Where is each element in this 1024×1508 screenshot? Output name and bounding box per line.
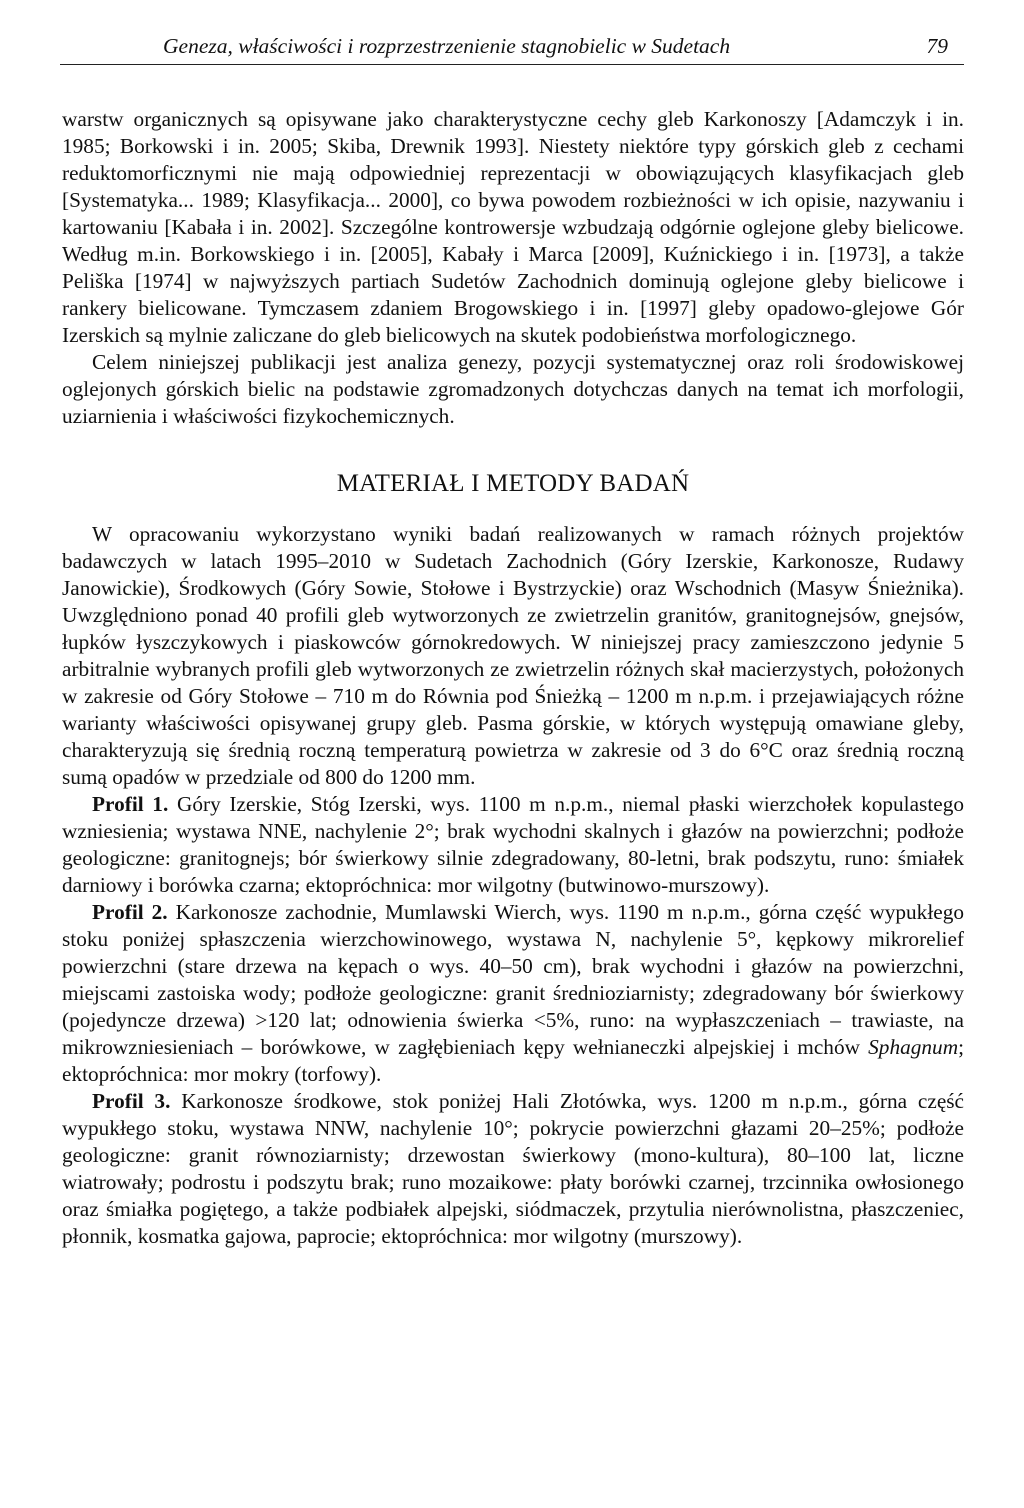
- profile-2-italic-term: Sphagnum: [868, 1035, 959, 1059]
- paragraph-intro-2: Celem niniejszej publikacji jest analiza genezy, pozycji systematycznej oraz roli środowiskowej oglejonych górskich bielic na podstawie zgromadzonych dotychczas danych na temat ich morfologii, uziarnienia i właściwości fizykochemicznych.: [62, 350, 964, 428]
- profile-1-text: Góry Izerskie, Stóg Izerski, wys. 1100 m n.p.m., niemal płaski wierzchołek kopulastego wzniesienia; wystawa NNE, nachylenie 2°; brak wychodni skalnych i głazów na powierzchni; podłoże geologiczne: granitognejs; bór świerkowy silnie zdegradowany, 80-letni, brak podszytu, runo: śmiałek darniowy i borówka czarna; ektopróchnica: mor wilgotny (butwinowo-murszowy).: [62, 792, 964, 897]
- profile-2-label: Profil 2.: [92, 900, 168, 924]
- profile-1-paragraph: [62, 791, 964, 899]
- paragraph-methods: W opracowaniu wykorzystano wyniki badań realizowanych w ramach różnych projektów badawczych w latach 1995–2010 w Sudetach Zachodnich (Góry Izerskie, Karkonosze, Rudawy Janowickie), Środkowych (Góry Sowie, Stołowe i Bystrzyckie) oraz Wschodnich (Masyw Śnieżnika). Uwzględniono ponad 40 profili gleb wytworzonych ze zwietrzelin granitów, granitognejsów, gnejsów, łupków łyszczykowych i piaskowców górnokredowych. W niniejszej pracy zamieszczono jedynie 5 arbitralnie wybranych profili gleb wytworzonych ze zwietrzelin różnych skał macierzystych, położonych w zakresie od Góry Stołowe – 710 m do Równia pod Śnieżką – 1200 m n.p.m. i przejawiających różne warianty właściwości opisywanej grupy gleb. Pasma górskie, w których występują omawiane gleby, charakteryzują się średnią roczną temperaturą powietrza w zakresie od 3 do 6°C oraz średnią roczną sumą opadów w przedziale od 800 do 1200 mm.: [62, 522, 964, 789]
- body-text: [62, 106, 964, 1250]
- profile-2-text-before: Karkonosze zachodnie, Mumlawski Wierch, wys. 1190 m n.p.m., górna część wypukłego stoku poniżej spłaszczenia wierzchowinowego, wystawa N, nachylenie 5°, kępkowy mikrorelief powierzchni (stare drzewa na kępach o wys. 40–50 cm), brak wychodni i głazów na powierzchni, miejscami zastoiska wody; podłoże geologiczne: granit średnioziarnisty; zdegradowany bór świerkowy (pojedyncze drzewa) >120 lat; odnowienia świerka <5%, runo: na wypłaszczeniach – trawiaste, na mikrowzniesieniach – borówkowe, w zagłębieniach kępy wełnianeczki alpejskiej i mchów: [62, 900, 964, 1059]
- profile-2-text-after: ; ektopróchnica: mor mokry (torfowy).: [62, 1035, 964, 1086]
- page-number: 79: [926, 34, 948, 58]
- section-heading: MATERIAŁ I METODY BADAŃ: [336, 470, 690, 497]
- profile-1-label: Profil 1.: [92, 792, 169, 816]
- profile-2-paragraph: [62, 899, 964, 1088]
- profile-3-paragraph: [62, 1088, 964, 1250]
- profile-3-text: Karkonosze środkowe, stok poniżej Hali Złotówka, wys. 1200 m n.p.m., górna część wypukłego stoku, wystawa NNW, nachylenie 10°; pokrycie powierzchni głazami 20–25%; podłoże geologiczne: granit równoziarnisty; drzewostan świerkowy (mono-kultura), 80–100 lat, liczne wiatrowały; podrostu i podszytu brak; runo mozaikowe: płaty borówki czarnej, trzcinnika owłosionego oraz śmiałka pogiętego, a także podbiałek alpejski, siódmaczek, przytulia nierównolistna, płaszczeniec, płonnik, kosmatka gajowa, paprocie; ektopróchnica: mor wilgotny (murszowy).: [62, 1089, 965, 1248]
- running-header: [60, 34, 964, 65]
- paragraph-intro-1: warstw organicznych są opisywane jako charakterystyczne cechy gleb Karkonoszy [Adamczyk i in. 1985; Borkowski i in. 2005; Skiba, Drewnik 1993]. Niestety niektóre typy górskich gleb z cechami reduktomorficznymi nie mają odpowiedniej reprezentacji w obowiązujących klasyfikacjach gleb [Systematyka... 1989; Klasyfikacja... 2000], co bywa powodem rozbieżności w ich opisie, nazywaniu i kartowaniu [Kabała i in. 2002]. Szczególne kontrowersje wzbudzają odgórnie oglejone gleby bielicowe. Według m.in. Borkowskiego i in. [2005], Kabały i Marca [2009], Kuźnickiego i in. [1973], a także Peliška [1974] w najwyższych partiach Sudetów Zachodnich dominują oglejone gleby bielicowe i rankery bielicowane. Tymczasem zdaniem Brogowskiego i in. [1997] gleby opadowo-glejowe Gór Izerskich są mylnie zaliczane do gleb bielicowych na skutek podobieństwa morfologicznego.: [62, 107, 964, 347]
- running-header-title: Geneza, właściwości i rozprzestrzenienie stagnobielic w Sudetach: [163, 34, 731, 58]
- profile-3-label: Profil 3.: [92, 1089, 171, 1113]
